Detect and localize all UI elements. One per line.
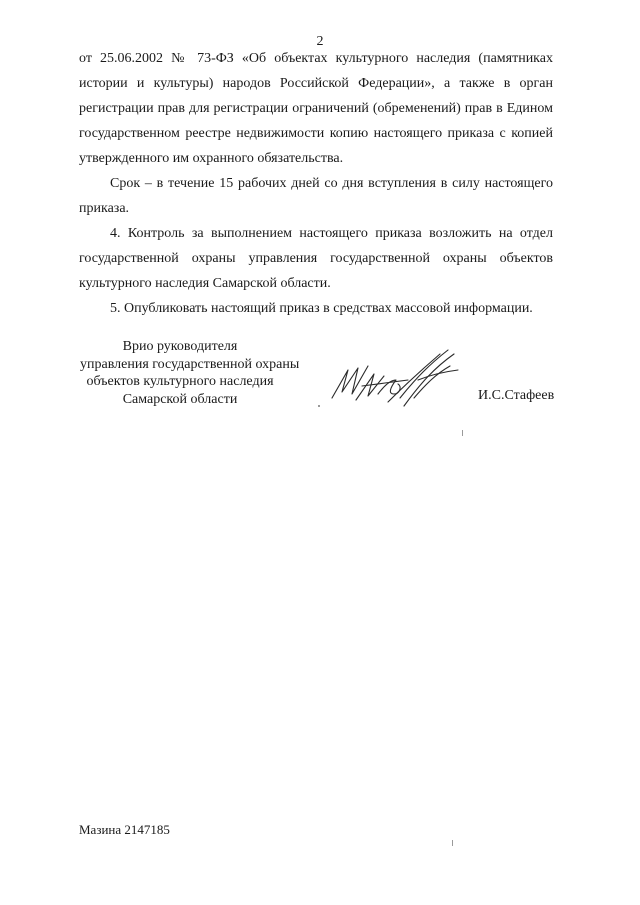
page-number: 2: [316, 34, 324, 49]
paragraph-deadline: Срок – в течение 15 рабочих дней со дня вступления в силу настоящего приказа.: [79, 176, 553, 216]
handwritten-signature: [318, 340, 468, 415]
position-line: Врио руководителя: [122, 339, 238, 354]
scan-speck: [462, 430, 463, 436]
position-line: объектов культурного наследия: [86, 374, 274, 389]
paragraph-item-4: 4. Контроль за выполнением настоящего приказа возложить на отдел государственной охраны управления государственной охраны объектов культурного наследия Самарской области.: [79, 226, 553, 291]
paragraph-item-5: 5. Опубликовать настоящий приказ в средствах массовой информации.: [110, 301, 533, 316]
position-line: управления государственной охраны: [80, 356, 300, 372]
document-body: [79, 46, 553, 321]
scan-speck: [318, 405, 320, 407]
signatory-position: [80, 338, 300, 408]
executor-contact: Мазина 2147185: [79, 822, 170, 837]
signer-name: И.С.Стафеев: [478, 388, 555, 403]
scan-speck: [452, 840, 453, 846]
paragraph-continuation: от 25.06.2002 № 73-ФЗ «Об объектах культурного наследия (памятниках истории и культуры) народов Российской Федерации», а также в орган регистрации прав для регистрации ограничений (обременений) прав в Едином государственном реестре недвижимости копию настоящего приказа с копией утвержденного им охранного обязательства.: [79, 51, 553, 166]
position-line: Самарской области: [122, 391, 238, 407]
